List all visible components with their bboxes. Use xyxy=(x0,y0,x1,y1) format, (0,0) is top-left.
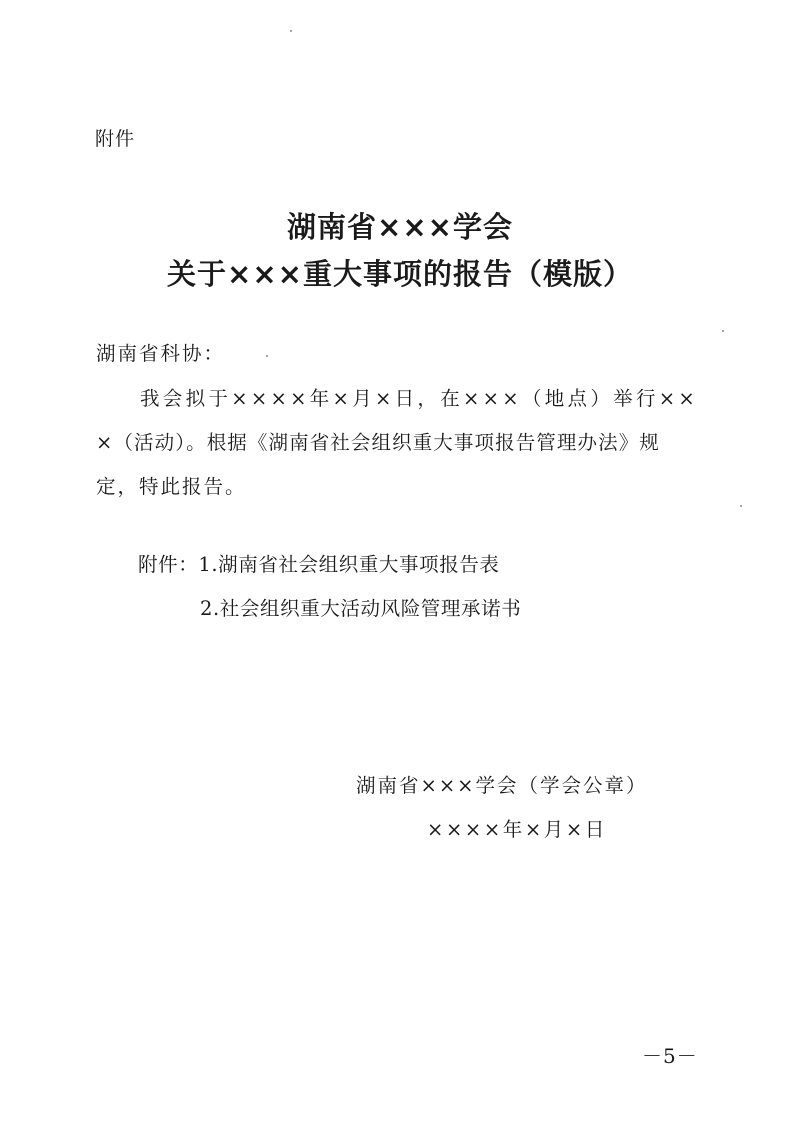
attachment-label: 附件 xyxy=(95,128,136,150)
signature-organization: 湖南省×××学会（学会公章） xyxy=(356,774,648,797)
scan-speck xyxy=(722,330,724,332)
body-line-3: 定，特此报告。 xyxy=(96,475,247,498)
scan-speck xyxy=(740,505,742,507)
scan-speck xyxy=(266,355,268,357)
page-number: －5－ xyxy=(642,1044,698,1068)
attachment-item-2: 2.社会组织重大活动风险管理承诺书 xyxy=(200,597,522,620)
body-line-2: ×（活动）。根据《湖南省社会组织重大事项报告管理办法》规 xyxy=(96,431,660,454)
attachment-list-prefix: 附件： xyxy=(138,553,199,576)
attachment-list-first xyxy=(138,549,500,577)
salutation: 湖南省科协： xyxy=(96,342,226,365)
signature-date: ××××年×月×日 xyxy=(427,818,607,841)
document-title-line-1: 湖南省×××学会 xyxy=(287,210,513,244)
body-line-1: 我会拟于××××年×月×日，在×××（地点）举行×× xyxy=(140,387,699,410)
scan-speck xyxy=(290,30,292,32)
document-title-line-2: 关于×××重大事项的报告（模版） xyxy=(167,257,633,291)
attachment-item-1: 1.湖南省社会组织重大事项报告表 xyxy=(198,553,500,576)
